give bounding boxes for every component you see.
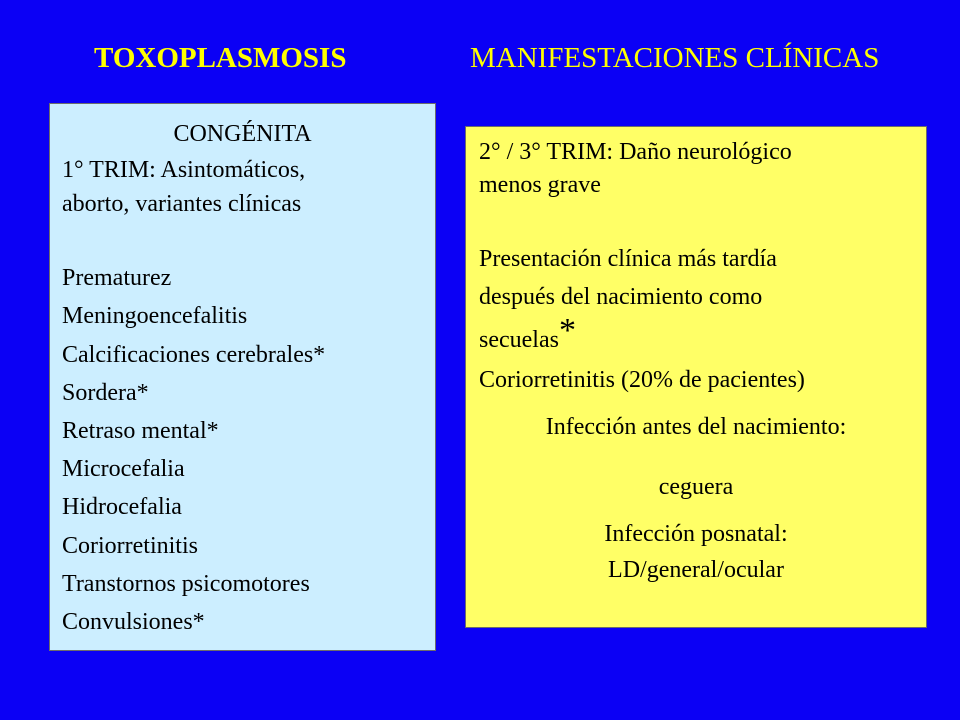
- presentation-line-cont: después del nacimiento como: [479, 284, 763, 310]
- slide-title-left: TOXOPLASMOSIS: [94, 42, 347, 74]
- list-item: Coriorretinitis: [62, 532, 198, 559]
- presentation-line: Presentación clínica más tardía: [479, 246, 777, 272]
- congenital-heading: CONGÉNITA: [173, 121, 312, 147]
- trimester-line-cont: menos grave: [479, 172, 601, 198]
- list-item: Sordera*: [62, 379, 149, 406]
- list-item: Retraso mental*: [62, 418, 219, 445]
- first-trimester-line-cont: aborto, variantes clínicas: [62, 191, 302, 218]
- first-trimester-line: 1° TRIM: Asintomáticos,: [62, 157, 306, 184]
- spacer: [479, 202, 926, 240]
- list-item: Microcefalia: [62, 456, 185, 483]
- slide-title-right: MANIFESTACIONES CLÍNICAS: [470, 42, 880, 74]
- list-item: Calcificaciones cerebrales*: [62, 341, 326, 368]
- postnatal-infection-line: Infección posnatal:: [604, 521, 788, 547]
- blindness-line: ceguera: [658, 474, 734, 500]
- list-item: Prematurez: [62, 265, 172, 292]
- spacer: [62, 221, 435, 259]
- list-item: Transtornos psicomotores: [62, 570, 310, 597]
- sequelae-line: [479, 312, 926, 364]
- postnatal-infection-detail: LD/general/ocular: [608, 557, 784, 583]
- prenatal-infection-line: Infección antes del nacimiento:: [545, 414, 847, 440]
- chorioretinitis-line: Coriorretinitis (20% de pacientes): [479, 367, 805, 393]
- trimester-line: 2° / 3° TRIM: Daño neurológico: [479, 139, 792, 165]
- later-trimester-panel: [465, 126, 927, 628]
- asterisk-mark: *: [558, 312, 576, 349]
- list-item: Hidrocefalia: [62, 494, 182, 521]
- sequelae-text: secuelas: [479, 327, 559, 353]
- list-item: Meningoencefalitis: [62, 303, 248, 330]
- congenital-panel: [49, 103, 436, 651]
- list-item: Convulsiones*: [62, 609, 205, 636]
